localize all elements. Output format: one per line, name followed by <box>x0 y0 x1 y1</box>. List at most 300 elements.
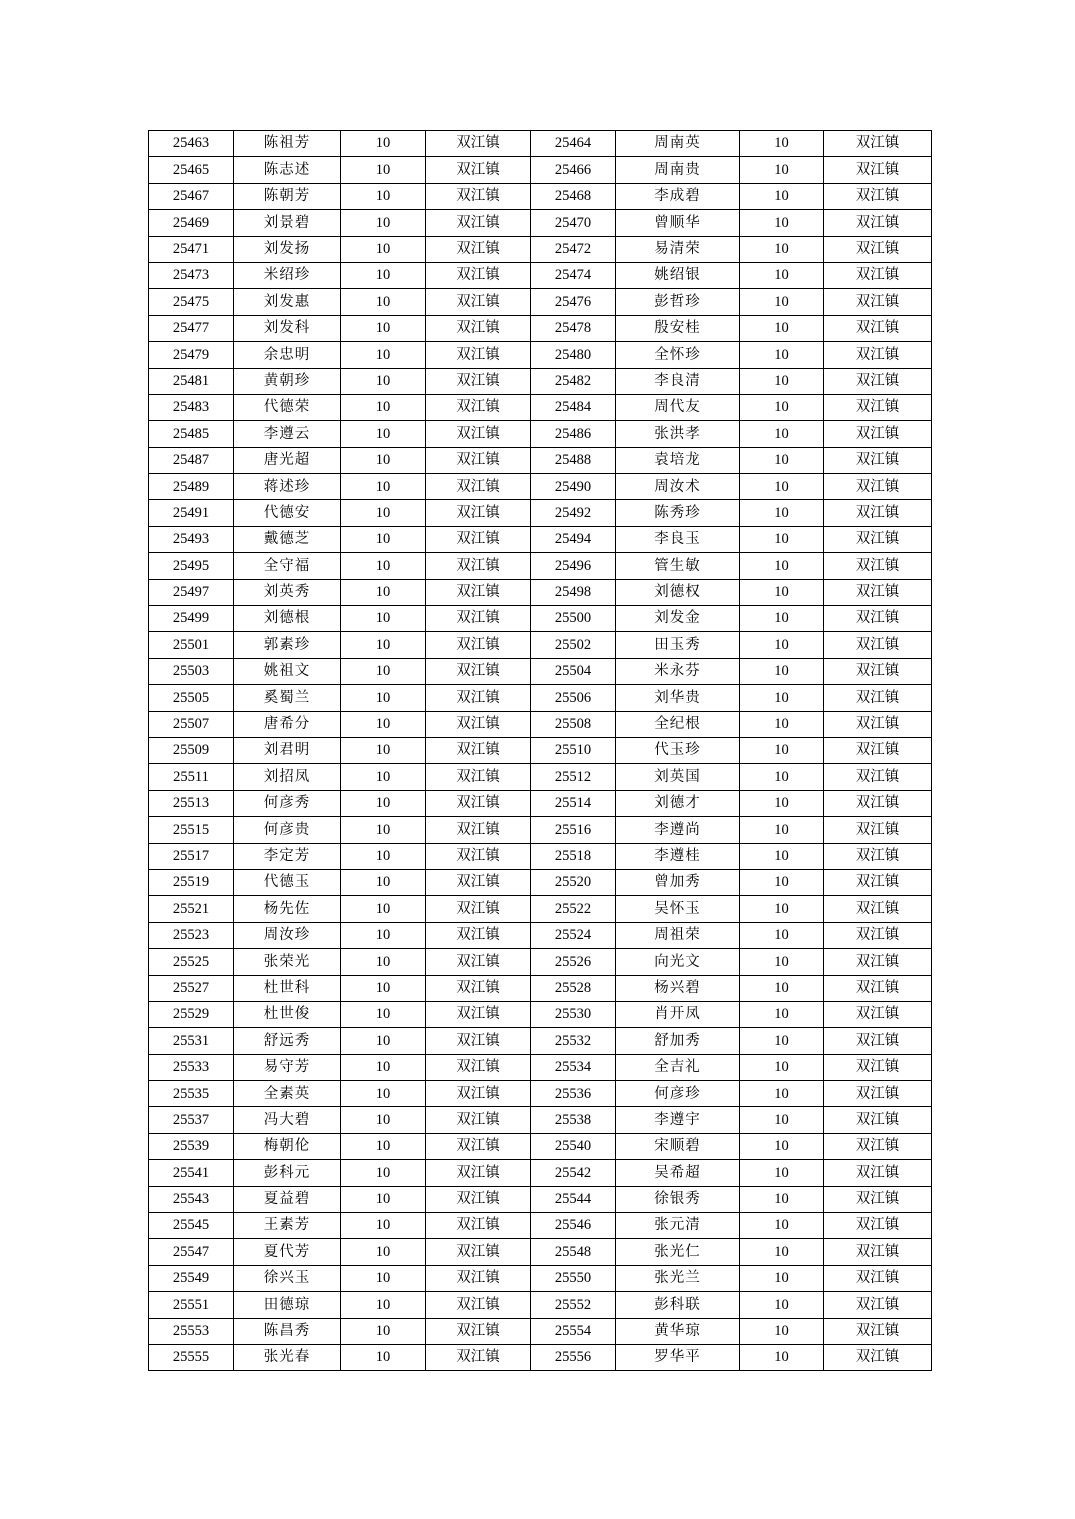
name-cell: 李遵宇 <box>616 1107 740 1133</box>
table-row <box>149 1186 932 1212</box>
town-cell: 双江镇 <box>824 869 932 895</box>
roster-table <box>148 130 932 1371</box>
table-row <box>149 553 932 579</box>
town-cell: 双江镇 <box>824 1107 932 1133</box>
id-cell: 25531 <box>149 1028 234 1054</box>
name-cell: 吴怀玉 <box>616 896 740 922</box>
id-cell: 25506 <box>531 685 616 711</box>
amount-cell: 10 <box>341 315 426 341</box>
name-cell: 周南贵 <box>616 157 740 183</box>
table-row <box>149 949 932 975</box>
table-row <box>149 922 932 948</box>
name-cell: 米永芬 <box>616 658 740 684</box>
name-cell: 何彦珍 <box>616 1081 740 1107</box>
amount-cell: 10 <box>341 1239 426 1265</box>
town-cell: 双江镇 <box>824 843 932 869</box>
id-cell: 25467 <box>149 183 234 209</box>
name-cell: 殷安桂 <box>616 315 740 341</box>
amount-cell: 10 <box>341 1265 426 1291</box>
table-row <box>149 500 932 526</box>
id-cell: 25537 <box>149 1107 234 1133</box>
amount-cell: 10 <box>740 579 824 605</box>
id-cell: 25482 <box>531 368 616 394</box>
town-cell: 双江镇 <box>426 817 531 843</box>
name-cell: 张洪孝 <box>616 421 740 447</box>
name-cell: 管生敏 <box>616 553 740 579</box>
amount-cell: 10 <box>341 1028 426 1054</box>
id-cell: 25479 <box>149 342 234 368</box>
town-cell: 双江镇 <box>824 236 932 262</box>
amount-cell: 10 <box>740 1344 824 1370</box>
id-cell: 25495 <box>149 553 234 579</box>
table-row <box>149 1107 932 1133</box>
table-row <box>149 210 932 236</box>
amount-cell: 10 <box>341 975 426 1001</box>
amount-cell: 10 <box>740 632 824 658</box>
table-row <box>149 1028 932 1054</box>
amount-cell: 10 <box>341 342 426 368</box>
town-cell: 双江镇 <box>824 289 932 315</box>
town-cell: 双江镇 <box>824 975 932 1001</box>
amount-cell: 10 <box>740 500 824 526</box>
name-cell: 李成碧 <box>616 183 740 209</box>
id-cell: 25553 <box>149 1318 234 1344</box>
amount-cell: 10 <box>341 790 426 816</box>
amount-cell: 10 <box>740 210 824 236</box>
table-row <box>149 737 932 763</box>
id-cell: 25494 <box>531 526 616 552</box>
id-cell: 25505 <box>149 685 234 711</box>
table-row <box>149 658 932 684</box>
table-row <box>149 790 932 816</box>
name-cell: 奚蜀兰 <box>234 685 341 711</box>
town-cell: 双江镇 <box>426 632 531 658</box>
id-cell: 25538 <box>531 1107 616 1133</box>
town-cell: 双江镇 <box>426 896 531 922</box>
amount-cell: 10 <box>740 421 824 447</box>
id-cell: 25469 <box>149 210 234 236</box>
town-cell: 双江镇 <box>426 1054 531 1080</box>
name-cell: 李遵尚 <box>616 817 740 843</box>
table-row <box>149 843 932 869</box>
town-cell: 双江镇 <box>824 1213 932 1239</box>
table-row <box>149 711 932 737</box>
town-cell: 双江镇 <box>824 685 932 711</box>
id-cell: 25545 <box>149 1213 234 1239</box>
amount-cell: 10 <box>740 896 824 922</box>
id-cell: 25504 <box>531 658 616 684</box>
id-cell: 25484 <box>531 394 616 420</box>
id-cell: 25510 <box>531 737 616 763</box>
table-row <box>149 526 932 552</box>
name-cell: 刘发科 <box>234 315 341 341</box>
amount-cell: 10 <box>341 500 426 526</box>
name-cell: 代德玉 <box>234 869 341 895</box>
id-cell: 25468 <box>531 183 616 209</box>
table-row <box>149 817 932 843</box>
town-cell: 双江镇 <box>426 210 531 236</box>
name-cell: 田德琼 <box>234 1292 341 1318</box>
amount-cell: 10 <box>740 394 824 420</box>
name-cell: 周代友 <box>616 394 740 420</box>
id-cell: 25525 <box>149 949 234 975</box>
table-row <box>149 315 932 341</box>
amount-cell: 10 <box>740 289 824 315</box>
table-row <box>149 1318 932 1344</box>
amount-cell: 10 <box>341 606 426 632</box>
name-cell: 彭科联 <box>616 1292 740 1318</box>
name-cell: 全怀珍 <box>616 342 740 368</box>
id-cell: 25548 <box>531 1239 616 1265</box>
amount-cell: 10 <box>341 869 426 895</box>
name-cell: 姚绍银 <box>616 262 740 288</box>
amount-cell: 10 <box>341 421 426 447</box>
town-cell: 双江镇 <box>426 183 531 209</box>
amount-cell: 10 <box>341 447 426 473</box>
amount-cell: 10 <box>740 1028 824 1054</box>
table-row <box>149 1265 932 1291</box>
id-cell: 25498 <box>531 579 616 605</box>
town-cell: 双江镇 <box>824 817 932 843</box>
name-cell: 代玉珍 <box>616 737 740 763</box>
id-cell: 25486 <box>531 421 616 447</box>
name-cell: 刘德才 <box>616 790 740 816</box>
amount-cell: 10 <box>341 474 426 500</box>
town-cell: 双江镇 <box>824 737 932 763</box>
name-cell: 刘招凤 <box>234 764 341 790</box>
table-row <box>149 764 932 790</box>
town-cell: 双江镇 <box>426 262 531 288</box>
amount-cell: 10 <box>740 949 824 975</box>
town-cell: 双江镇 <box>426 658 531 684</box>
id-cell: 25532 <box>531 1028 616 1054</box>
amount-cell: 10 <box>341 764 426 790</box>
town-cell: 双江镇 <box>824 1265 932 1291</box>
amount-cell: 10 <box>740 711 824 737</box>
town-cell: 双江镇 <box>426 1160 531 1186</box>
id-cell: 25507 <box>149 711 234 737</box>
town-cell: 双江镇 <box>824 553 932 579</box>
id-cell: 25471 <box>149 236 234 262</box>
id-cell: 25551 <box>149 1292 234 1318</box>
amount-cell: 10 <box>341 949 426 975</box>
id-cell: 25512 <box>531 764 616 790</box>
town-cell: 双江镇 <box>824 157 932 183</box>
amount-cell: 10 <box>740 1213 824 1239</box>
amount-cell: 10 <box>740 1265 824 1291</box>
amount-cell: 10 <box>740 737 824 763</box>
amount-cell: 10 <box>341 1001 426 1027</box>
name-cell: 张光春 <box>234 1344 341 1370</box>
name-cell: 向光文 <box>616 949 740 975</box>
amount-cell: 10 <box>341 553 426 579</box>
name-cell: 刘华贵 <box>616 685 740 711</box>
town-cell: 双江镇 <box>824 210 932 236</box>
id-cell: 25518 <box>531 843 616 869</box>
amount-cell: 10 <box>740 131 824 157</box>
id-cell: 25527 <box>149 975 234 1001</box>
town-cell: 双江镇 <box>824 764 932 790</box>
id-cell: 25475 <box>149 289 234 315</box>
id-cell: 25473 <box>149 262 234 288</box>
town-cell: 双江镇 <box>426 1213 531 1239</box>
name-cell: 唐光超 <box>234 447 341 473</box>
town-cell: 双江镇 <box>426 342 531 368</box>
table-row <box>149 474 932 500</box>
name-cell: 田玉秀 <box>616 632 740 658</box>
amount-cell: 10 <box>740 553 824 579</box>
amount-cell: 10 <box>740 764 824 790</box>
name-cell: 张元清 <box>616 1213 740 1239</box>
name-cell: 姚祖文 <box>234 658 341 684</box>
id-cell: 25554 <box>531 1318 616 1344</box>
name-cell: 李定芳 <box>234 843 341 869</box>
name-cell: 曾顺华 <box>616 210 740 236</box>
name-cell: 李遵云 <box>234 421 341 447</box>
name-cell: 吴希超 <box>616 1160 740 1186</box>
id-cell: 25474 <box>531 262 616 288</box>
id-cell: 25549 <box>149 1265 234 1291</box>
town-cell: 双江镇 <box>426 289 531 315</box>
id-cell: 25529 <box>149 1001 234 1027</box>
id-cell: 25541 <box>149 1160 234 1186</box>
id-cell: 25543 <box>149 1186 234 1212</box>
town-cell: 双江镇 <box>426 790 531 816</box>
town-cell: 双江镇 <box>824 1186 932 1212</box>
town-cell: 双江镇 <box>824 1318 932 1344</box>
id-cell: 25556 <box>531 1344 616 1370</box>
amount-cell: 10 <box>341 711 426 737</box>
name-cell: 袁培龙 <box>616 447 740 473</box>
name-cell: 全素英 <box>234 1081 341 1107</box>
name-cell: 杜世科 <box>234 975 341 1001</box>
amount-cell: 10 <box>341 183 426 209</box>
id-cell: 25540 <box>531 1133 616 1159</box>
town-cell: 双江镇 <box>426 922 531 948</box>
amount-cell: 10 <box>341 658 426 684</box>
amount-cell: 10 <box>341 1186 426 1212</box>
amount-cell: 10 <box>740 1133 824 1159</box>
amount-cell: 10 <box>341 685 426 711</box>
table-row <box>149 157 932 183</box>
id-cell: 25526 <box>531 949 616 975</box>
town-cell: 双江镇 <box>426 1186 531 1212</box>
town-cell: 双江镇 <box>426 394 531 420</box>
table-row <box>149 579 932 605</box>
name-cell: 肖开凤 <box>616 1001 740 1027</box>
id-cell: 25521 <box>149 896 234 922</box>
town-cell: 双江镇 <box>426 1133 531 1159</box>
amount-cell: 10 <box>740 1292 824 1318</box>
id-cell: 25546 <box>531 1213 616 1239</box>
table-row <box>149 421 932 447</box>
town-cell: 双江镇 <box>426 1318 531 1344</box>
name-cell: 蒋述珍 <box>234 474 341 500</box>
id-cell: 25480 <box>531 342 616 368</box>
name-cell: 刘发金 <box>616 606 740 632</box>
name-cell: 冯大碧 <box>234 1107 341 1133</box>
amount-cell: 10 <box>740 1107 824 1133</box>
amount-cell: 10 <box>341 1054 426 1080</box>
id-cell: 25508 <box>531 711 616 737</box>
town-cell: 双江镇 <box>426 474 531 500</box>
amount-cell: 10 <box>341 1318 426 1344</box>
id-cell: 25463 <box>149 131 234 157</box>
id-cell: 25499 <box>149 606 234 632</box>
town-cell: 双江镇 <box>426 131 531 157</box>
table-row <box>149 896 932 922</box>
name-cell: 刘发扬 <box>234 236 341 262</box>
amount-cell: 10 <box>740 1081 824 1107</box>
amount-cell: 10 <box>740 843 824 869</box>
id-cell: 25524 <box>531 922 616 948</box>
table-row <box>149 1081 932 1107</box>
name-cell: 王素芳 <box>234 1213 341 1239</box>
id-cell: 25519 <box>149 869 234 895</box>
id-cell: 25513 <box>149 790 234 816</box>
name-cell: 余忠明 <box>234 342 341 368</box>
amount-cell: 10 <box>341 1107 426 1133</box>
id-cell: 25493 <box>149 526 234 552</box>
id-cell: 25464 <box>531 131 616 157</box>
amount-cell: 10 <box>341 394 426 420</box>
name-cell: 郭素珍 <box>234 632 341 658</box>
name-cell: 黄华琼 <box>616 1318 740 1344</box>
table-row <box>149 1292 932 1318</box>
town-cell: 双江镇 <box>426 553 531 579</box>
amount-cell: 10 <box>740 474 824 500</box>
town-cell: 双江镇 <box>426 315 531 341</box>
name-cell: 宋顺碧 <box>616 1133 740 1159</box>
id-cell: 25485 <box>149 421 234 447</box>
id-cell: 25522 <box>531 896 616 922</box>
amount-cell: 10 <box>341 131 426 157</box>
id-cell: 25496 <box>531 553 616 579</box>
town-cell: 双江镇 <box>824 1133 932 1159</box>
name-cell: 刘发惠 <box>234 289 341 315</box>
amount-cell: 10 <box>341 1344 426 1370</box>
table-row <box>149 368 932 394</box>
name-cell: 罗华平 <box>616 1344 740 1370</box>
name-cell: 彭科元 <box>234 1160 341 1186</box>
name-cell: 唐希分 <box>234 711 341 737</box>
amount-cell: 10 <box>740 183 824 209</box>
town-cell: 双江镇 <box>824 394 932 420</box>
id-cell: 25547 <box>149 1239 234 1265</box>
table-row <box>149 1133 932 1159</box>
amount-cell: 10 <box>740 1186 824 1212</box>
town-cell: 双江镇 <box>426 764 531 790</box>
id-cell: 25502 <box>531 632 616 658</box>
town-cell: 双江镇 <box>426 157 531 183</box>
id-cell: 25487 <box>149 447 234 473</box>
id-cell: 25477 <box>149 315 234 341</box>
town-cell: 双江镇 <box>824 1292 932 1318</box>
id-cell: 25492 <box>531 500 616 526</box>
amount-cell: 10 <box>740 315 824 341</box>
table-row <box>149 236 932 262</box>
name-cell: 杨先佐 <box>234 896 341 922</box>
name-cell: 舒加秀 <box>616 1028 740 1054</box>
table-row <box>149 447 932 473</box>
amount-cell: 10 <box>341 1160 426 1186</box>
amount-cell: 10 <box>740 447 824 473</box>
amount-cell: 10 <box>740 1001 824 1027</box>
amount-cell: 10 <box>341 157 426 183</box>
amount-cell: 10 <box>740 658 824 684</box>
amount-cell: 10 <box>341 1081 426 1107</box>
name-cell: 徐银秀 <box>616 1186 740 1212</box>
town-cell: 双江镇 <box>426 606 531 632</box>
town-cell: 双江镇 <box>426 685 531 711</box>
town-cell: 双江镇 <box>824 500 932 526</box>
amount-cell: 10 <box>740 157 824 183</box>
amount-cell: 10 <box>740 342 824 368</box>
name-cell: 代德安 <box>234 500 341 526</box>
id-cell: 25516 <box>531 817 616 843</box>
town-cell: 双江镇 <box>824 949 932 975</box>
name-cell: 刘景碧 <box>234 210 341 236</box>
town-cell: 双江镇 <box>426 368 531 394</box>
id-cell: 25472 <box>531 236 616 262</box>
name-cell: 杨兴碧 <box>616 975 740 1001</box>
id-cell: 25478 <box>531 315 616 341</box>
town-cell: 双江镇 <box>824 1001 932 1027</box>
amount-cell: 10 <box>341 210 426 236</box>
id-cell: 25509 <box>149 737 234 763</box>
amount-cell: 10 <box>740 975 824 1001</box>
town-cell: 双江镇 <box>426 579 531 605</box>
amount-cell: 10 <box>740 526 824 552</box>
amount-cell: 10 <box>341 843 426 869</box>
amount-cell: 10 <box>341 922 426 948</box>
id-cell: 25490 <box>531 474 616 500</box>
amount-cell: 10 <box>740 1318 824 1344</box>
id-cell: 25533 <box>149 1054 234 1080</box>
town-cell: 双江镇 <box>426 1081 531 1107</box>
id-cell: 25520 <box>531 869 616 895</box>
amount-cell: 10 <box>740 1239 824 1265</box>
town-cell: 双江镇 <box>824 922 932 948</box>
name-cell: 刘英秀 <box>234 579 341 605</box>
town-cell: 双江镇 <box>824 1344 932 1370</box>
town-cell: 双江镇 <box>824 896 932 922</box>
town-cell: 双江镇 <box>824 1239 932 1265</box>
name-cell: 刘德权 <box>616 579 740 605</box>
town-cell: 双江镇 <box>824 342 932 368</box>
town-cell: 双江镇 <box>824 447 932 473</box>
name-cell: 全吉礼 <box>616 1054 740 1080</box>
name-cell: 陈志述 <box>234 157 341 183</box>
id-cell: 25497 <box>149 579 234 605</box>
table-row <box>149 289 932 315</box>
amount-cell: 10 <box>341 1292 426 1318</box>
name-cell: 黄朝珍 <box>234 368 341 394</box>
name-cell: 米绍珍 <box>234 262 341 288</box>
roster-body <box>149 131 932 1371</box>
id-cell: 25511 <box>149 764 234 790</box>
name-cell: 刘德根 <box>234 606 341 632</box>
id-cell: 25544 <box>531 1186 616 1212</box>
town-cell: 双江镇 <box>426 236 531 262</box>
town-cell: 双江镇 <box>426 1292 531 1318</box>
id-cell: 25528 <box>531 975 616 1001</box>
name-cell: 陈昌秀 <box>234 1318 341 1344</box>
name-cell: 何彦贵 <box>234 817 341 843</box>
town-cell: 双江镇 <box>426 975 531 1001</box>
town-cell: 双江镇 <box>824 526 932 552</box>
table-row <box>149 1213 932 1239</box>
